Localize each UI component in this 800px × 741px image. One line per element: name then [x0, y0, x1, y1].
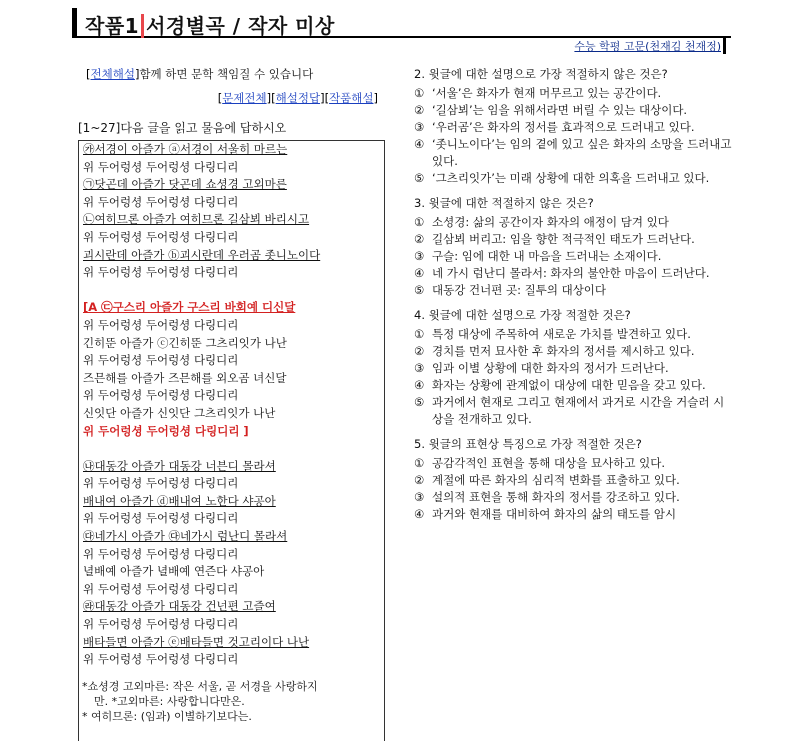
option-text: ‘서울’은 화자가 현재 머무르고 있는 공간이다.	[432, 86, 662, 100]
poem-line: 배타들면 아즐가 ⓔ배타들면 것고리이다 나난	[83, 634, 310, 649]
option-number: ③	[414, 361, 425, 375]
poem-line: 위 두어렁셩 두어렁셩 다링디리	[83, 229, 239, 244]
poem-line: 긴히뚠 아즐가 ⓒ긴히뚠 그츠리잇가 나난	[83, 335, 287, 350]
source-label[interactable]: 수능 학평 고문(천재김 천재정)	[574, 38, 726, 54]
answer-option[interactable]	[414, 489, 734, 506]
answer-commentary-link[interactable]: 해설정답	[275, 91, 321, 105]
poem-line: ㉰네가시 아즐가 ㉰네가시 럼난디 몰라셔	[83, 529, 288, 544]
poem-line: 위 두어렁셩 두어렁셩 다링디리	[83, 511, 239, 526]
poem-text	[83, 141, 383, 669]
poem-line: 위 두어렁셩 두어렁셩 다링디리	[83, 194, 239, 209]
option-text: 설의적 표현을 통해 화자의 정서를 강조하고 있다.	[432, 490, 680, 504]
poem-line: 괴시란데 아즐가 ⓑ괴시란데 우러곰 좃니노이다	[83, 247, 321, 262]
answer-option[interactable]	[414, 472, 734, 489]
option-text: ‘좃니노이다’는 임의 곁에 있고 싶은 화자의 소망을 드러내고 있다.	[432, 137, 732, 168]
instruction: [1~27]다음 글을 읽고 물음에 답하시오	[78, 121, 287, 135]
title-prefix: 작품1	[85, 14, 144, 38]
option-number: ①	[414, 327, 425, 341]
option-number: ②	[414, 232, 425, 246]
question-title: 3. 윗글에 대한 적절하지 않은 것은?	[414, 196, 594, 210]
poem-line: 위 두어렁셩 두어렁셩 다링디리	[83, 581, 239, 596]
option-text: 특정 대상에 주목하여 새로운 가치를 발견하고 있다.	[432, 327, 691, 341]
question-title: 4. 윗글에 대한 설명으로 가장 적절한 것은?	[414, 308, 631, 322]
answer-option[interactable]	[414, 265, 734, 282]
option-number: ④	[414, 378, 425, 392]
option-number: ②	[414, 103, 425, 117]
option-number: ④	[414, 507, 425, 521]
poem-line: ㉱대동강 아즐가 대동강 건넌편 고즐여	[83, 599, 276, 614]
answer-option[interactable]	[414, 119, 734, 136]
poem-line: ㉮서경이 아즐가 ⓐ서경이 서울히 마르는	[83, 142, 288, 156]
commentary-text: 함께 하면 문학 책임질 수 있습니다	[139, 67, 314, 81]
poem-line: 녈배예 아즐가 녈배예 연즌다 샤공아	[83, 564, 265, 579]
link-row: [문제전체][해설정답][작품해설]	[217, 91, 378, 105]
poem-line: ㉠닷곤데 아즐가 닷곤데 쇼셩경 고외마른	[83, 177, 287, 192]
poem-line: 즈믄해를 아즐가 즈믄해를 외오곰 녀신달	[83, 370, 287, 385]
title-bar	[72, 8, 731, 38]
option-text: ‘그츠리잇가’는 미래 상황에 대한 의혹을 드러내고 있다.	[432, 171, 710, 185]
poem-line: [A ㉢구스리 아즐가 구스리 바회예 디신달	[83, 300, 296, 315]
option-number: ④	[414, 137, 425, 151]
option-text: 화자는 상황에 관계없이 대상에 대한 믿음을 갖고 있다.	[432, 378, 706, 392]
option-text: 과거에서 현재로 그리고 현재에서 과거로 시간을 거슬러 시상을 전개하고 있다.	[432, 395, 725, 426]
question-5	[414, 436, 734, 523]
poem-line: ㉡여히므론 아즐가 여히므론 길삼뵈 바리시고	[83, 212, 310, 227]
poem-line: 신잇단 아즐가 신잇단 그츠리잇가 나난	[83, 405, 276, 420]
option-text: 경치를 먼저 묘사한 후 화자의 정서를 제시하고 있다.	[432, 344, 695, 358]
work-commentary-link[interactable]: 작품해설	[329, 91, 374, 105]
poem-line: 위 두어렁셩 두어렁셩 다링디리	[83, 353, 239, 368]
poem-line: 위 두어렁셩 두어렁셩 다링디리	[83, 476, 239, 491]
option-text: 대동강 건너편 곳: 질투의 대상이다	[432, 283, 607, 297]
poem-line: 위 두어렁셩 두어렁셩 다링디리	[83, 159, 239, 174]
option-number: ①	[414, 456, 425, 470]
option-text: ‘우러곰’은 화자의 정서를 효과적으로 드러내고 있다.	[432, 120, 695, 134]
option-text: 공감각적인 표현을 통해 대상을 묘사하고 있다.	[432, 456, 666, 470]
option-number: ④	[414, 266, 425, 280]
poem-line: 배내여 아즐가 ⓓ배내여 노한다 샤공아	[83, 493, 276, 508]
answer-option[interactable]	[414, 360, 734, 377]
option-number: ③	[414, 249, 425, 263]
option-number: ②	[414, 344, 425, 358]
answer-option[interactable]	[414, 326, 734, 343]
answer-option[interactable]	[414, 136, 734, 170]
header	[72, 4, 732, 53]
option-number: ③	[414, 490, 425, 504]
option-number: ③	[414, 120, 425, 134]
answer-option[interactable]	[414, 282, 734, 299]
option-number: ①	[414, 86, 425, 100]
footnote: 만. *고외마른: 사랑합니다만은.	[94, 695, 245, 708]
problem-all-link[interactable]: 문제전체	[222, 91, 267, 105]
footnotes	[82, 679, 382, 724]
option-text: 길삼뵈 버리고: 임을 향한 적극적인 태도가 드러난다.	[432, 232, 695, 246]
poem-line: 위 두어렁셩 두어렁셩 다링디리	[83, 617, 239, 632]
answer-option[interactable]	[414, 343, 734, 360]
option-number: ⑤	[414, 283, 425, 297]
answer-option[interactable]	[414, 85, 734, 102]
poem-line: 위 두어렁셩 두어렁셩 다링디리	[83, 317, 239, 332]
option-text: 구슬: 임에 대한 내 마음을 드러내는 소재이다.	[432, 249, 662, 263]
option-text: 임과 이별 상황에 대한 화자의 정서가 드러난다.	[432, 361, 669, 375]
poem-line: 위 두어렁셩 두어렁셩 다링디리	[83, 265, 239, 280]
answer-option[interactable]	[414, 394, 734, 428]
option-text: 소셩경: 삶의 공간이자 화자의 애정이 담겨 있다	[432, 215, 669, 229]
answer-option[interactable]	[414, 214, 734, 231]
commentary-line: [전체해설]함께 하면 문학 책임질 수 있습니다	[86, 67, 314, 81]
poem-box	[78, 140, 385, 741]
question-title: 5. 윗글의 표현상 특징으로 가장 적절한 것은?	[414, 437, 642, 451]
poem-line: 위 두어렁셩 두어렁셩 다링디리	[83, 546, 239, 561]
question-3	[414, 195, 734, 299]
poem-line: 위 두어렁셩 두어렁셩 다링디리 ]	[83, 423, 249, 438]
title-main: 서경별곡 / 작자 미상	[146, 14, 335, 38]
question-2	[414, 66, 734, 187]
footnote: *쇼셩경 고외마른: 작은 서울, 곧 서경을 사랑하지	[82, 680, 318, 693]
question-title: 2. 윗글에 대한 설명으로 가장 적절하지 않은 것은?	[414, 67, 668, 81]
option-text: 과거와 현재를 대비하여 화자의 삶의 태도를 암시	[432, 507, 677, 521]
answer-option[interactable]	[414, 506, 734, 523]
answer-option[interactable]	[414, 377, 734, 394]
question-4	[414, 307, 734, 428]
answer-option[interactable]	[414, 231, 734, 248]
option-number: ②	[414, 473, 425, 487]
option-text: ‘길삼뵈’는 임을 위해서라면 버릴 수 있는 대상이다.	[432, 103, 688, 117]
answer-option[interactable]	[414, 102, 734, 119]
answer-option[interactable]	[414, 248, 734, 265]
poem-line: 위 두어렁셩 두어렁셩 다링디리	[83, 388, 239, 403]
option-number: ⑤	[414, 395, 425, 409]
answer-option[interactable]	[414, 455, 734, 472]
poem-line: ㉯대동강 아즐가 대동강 너븐디 몰라셔	[83, 458, 276, 473]
poem-line	[83, 440, 383, 458]
answer-option[interactable]	[414, 170, 734, 187]
footnote: * 여히므론: (임과) 이별하기보다는.	[82, 710, 252, 723]
option-text: 계절에 따른 화자의 심리적 변화를 표출하고 있다.	[432, 473, 680, 487]
poem-line: 위 두어렁셩 두어렁셩 다링디리	[83, 652, 239, 667]
option-number: ①	[414, 215, 425, 229]
option-number: ⑤	[414, 171, 425, 185]
option-text: 네 가시 럼난디 몰라서: 화자의 불안한 마음이 드러난다.	[432, 266, 710, 280]
poem-line	[83, 282, 383, 300]
page-title	[85, 10, 335, 39]
questions-column	[414, 66, 734, 531]
commentary-link[interactable]: 전체해설	[90, 67, 135, 81]
